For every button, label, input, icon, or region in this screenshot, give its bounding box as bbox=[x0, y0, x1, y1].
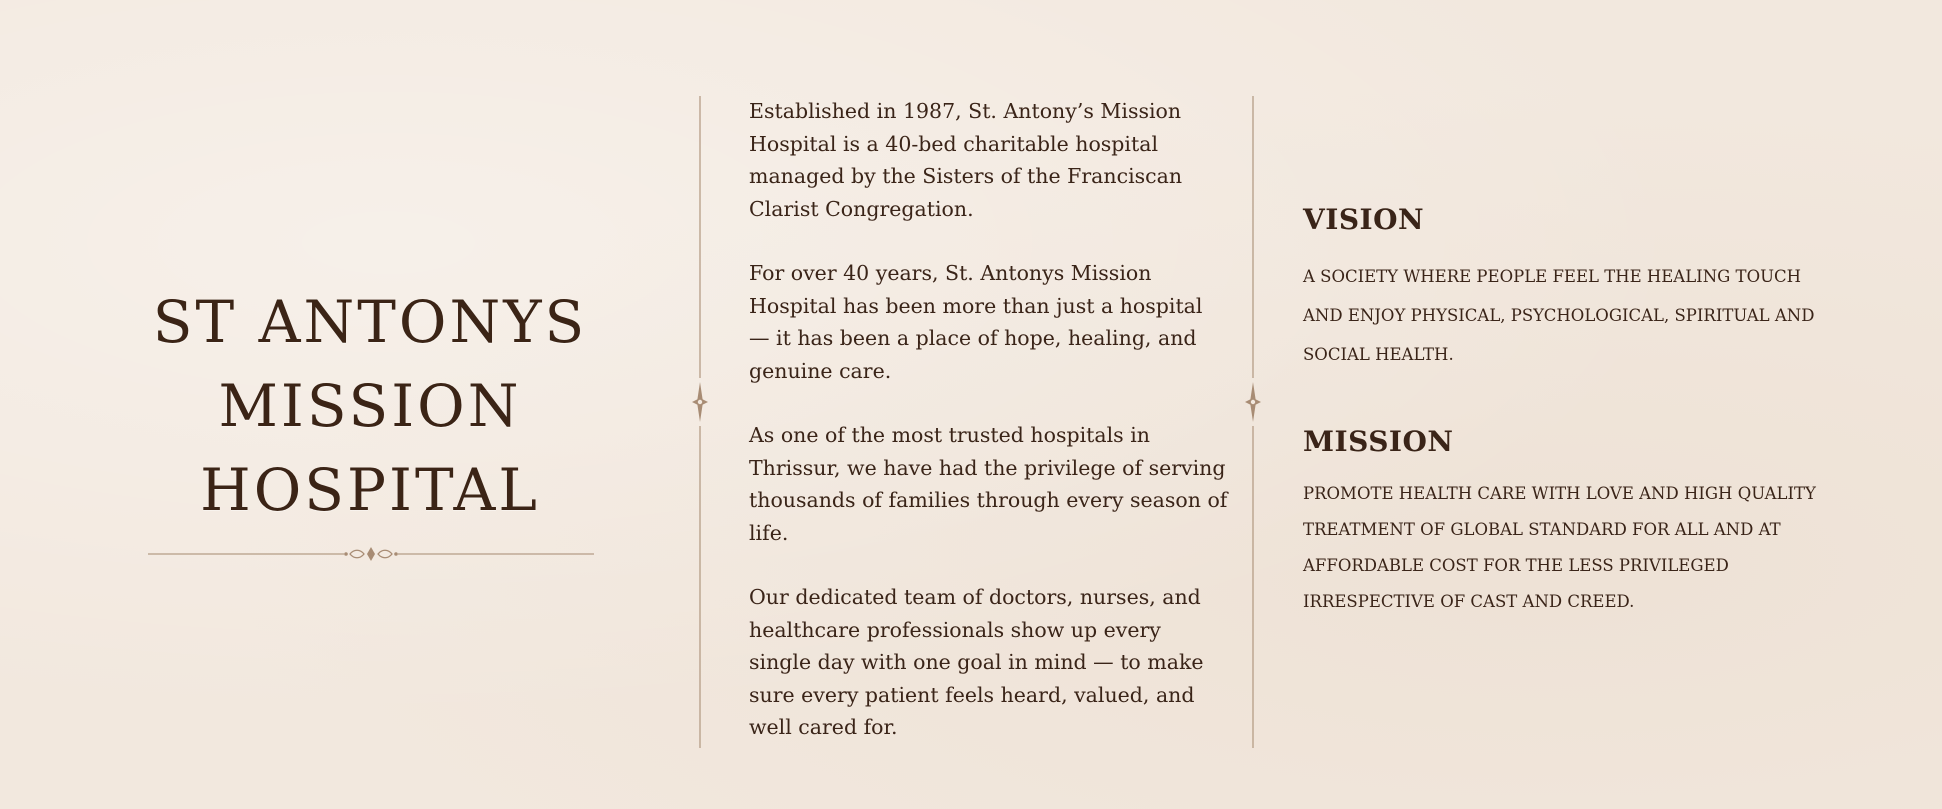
hospital-title bbox=[110, 280, 630, 532]
about-paragraph-4: Our dedicated team of doctors, nurses, and healthcare professionals show up every single day with one goal in mind — to make sure every patient feels heard, valued, and well cared for. bbox=[749, 585, 1204, 739]
mission-heading: MISSION bbox=[1303, 425, 1454, 458]
hospital-title-line-2: MISSION bbox=[218, 372, 522, 440]
about-paragraph-2: For over 40 years, St. Antonys Mission Hospital has been more than just a hospital — it has been a place of hope, healing, and genuine care. bbox=[749, 261, 1203, 383]
diamond-star-icon bbox=[1245, 382, 1261, 422]
about-text-column bbox=[749, 95, 1229, 776]
hero-title-block bbox=[110, 280, 630, 532]
diamond-star-icon bbox=[692, 382, 708, 422]
flourish-divider-icon bbox=[148, 543, 594, 565]
vertical-divider-left bbox=[690, 96, 710, 748]
about-paragraph-1: Established in 1987, St. Antony’s Mission Hospital is a 40-bed charitable hospital managed by the Sisters of the Franciscan Clarist Congregation. bbox=[749, 99, 1183, 221]
about-paragraph-3: As one of the most trusted hospitals in Thrissur, we have had the privilege of serving thousands of families through every season of life. bbox=[749, 423, 1228, 545]
vertical-divider-right bbox=[1243, 96, 1263, 748]
vision-text: A SOCIETY WHERE PEOPLE FEEL THE HEALING TOUCH AND ENJOY PHYSICAL, PSYCHOLOGICAL, SPIRITUAL AND SOCIAL HEALTH. bbox=[1303, 267, 1815, 364]
hospital-title-line-1: ST ANTONYS bbox=[152, 288, 588, 356]
vision-mission-column bbox=[1303, 196, 1823, 620]
mission-text: PROMOTE HEALTH CARE WITH LOVE AND HIGH QUALITY TREATMENT OF GLOBAL STANDARD FOR ALL AND AT AFFORDABLE COST FOR THE LESS PRIVILEGED IRRESPECTIVE OF CAST AND CREED. bbox=[1303, 484, 1816, 611]
hospital-title-line-3: HOSPITAL bbox=[200, 456, 540, 524]
vision-heading: VISION bbox=[1303, 203, 1425, 236]
